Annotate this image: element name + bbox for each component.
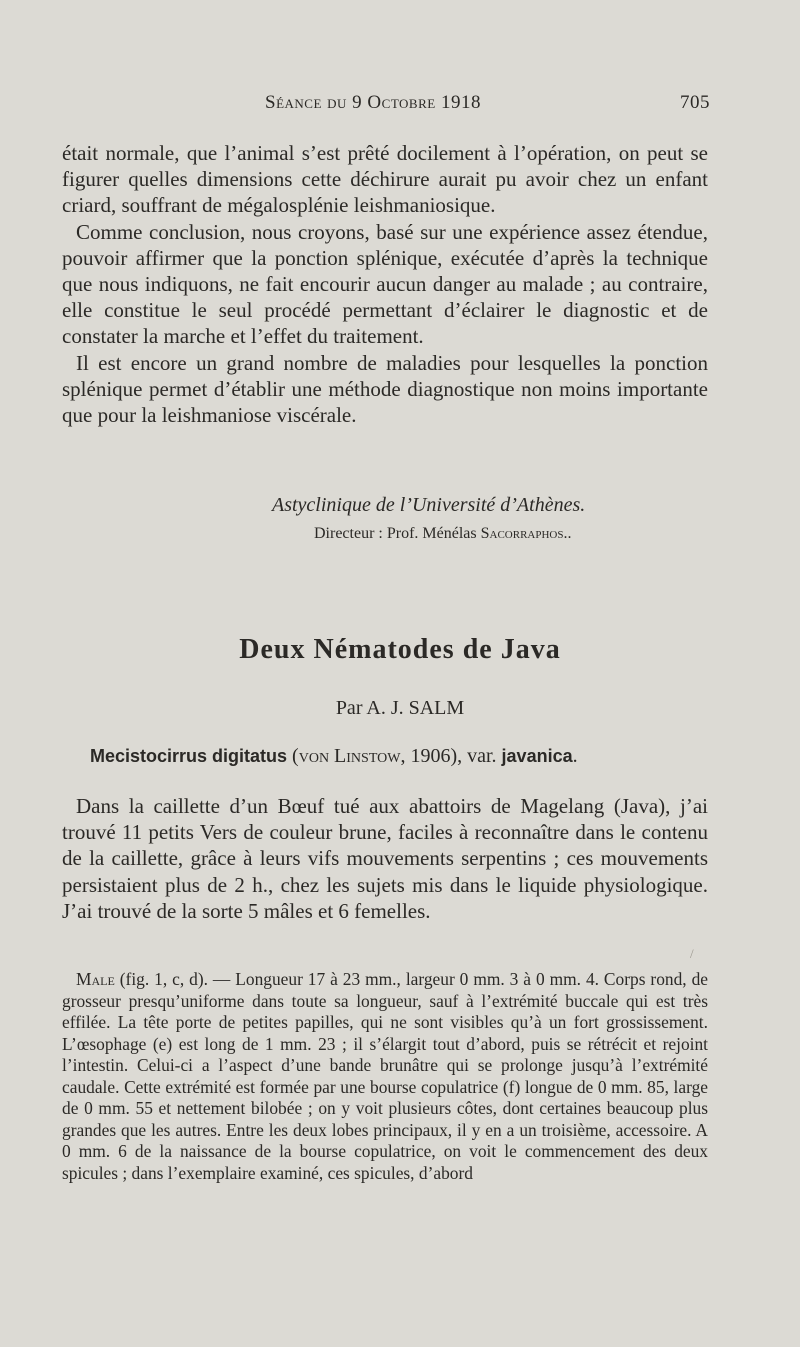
species-name: Mecistocirrus digitatus bbox=[90, 746, 288, 766]
page-header bbox=[60, 92, 710, 122]
intro-text-block bbox=[62, 793, 708, 924]
signature-institution: Astyclinique de l’Université d’Athènes. bbox=[272, 494, 586, 516]
male-text: Longueur 17 à 23 mm., largeur 0 mm. 3 à 0 mm. 4. Corps rond, de grosseur presqu’uniforme dans toute sa longueur, sauf à l’extrémité buccale qui est très effilée. La tête porte de petites papilles, qui ne sont visibles qu’à un fort grossissement. L’œsophage (e) est long de 1 mm. 23 ; il s’élargit tout d’abord, puis se rétrécit et rejoint l’intestin. Celui-ci a l’aspect d’une bande brunâtre qui se prolonge jusqu’à l’extrémité caudale. Cette extrémité est formée par une bourse copulatrice (f) longue de 0 mm. 85, large de 0 mm. 55 et nettement bilobée ; on y voit plusieurs côtes, dont certaines beaucoup plus grandes que les autres. Entre les deux lobes principaux, il y en a un troisième, accessoire. A 0 mm. 6 de la naissance de la bourse copulatrice, on voit le commencement des deux spicules ; dans l’exemplaire examiné, ces spicules, d’abord bbox=[62, 969, 708, 1183]
species-authority: von Linstow bbox=[298, 745, 401, 767]
paragraph-other-diseases: Il est encore un grand nombre de maladies pour lesquelles la ponction splénique permet d’établir une méthode diagnostique non moins importante que pour la leishmaniose viscérale. bbox=[62, 350, 708, 428]
male-fig-ref: (fig. 1, c, d). — bbox=[114, 969, 236, 989]
article-title: Deux Nématodes de Java bbox=[239, 634, 561, 665]
margin-mark: / bbox=[690, 946, 694, 961]
species-end: . bbox=[572, 745, 578, 767]
page-number: 705 bbox=[680, 92, 710, 113]
paragraph-intro: Dans la caillette d’un Bœuf tué aux abattoirs de Magelang (Java), j’ai trouvé 11 petits Vers de couleur brune, faciles à reconnaître dans le contenu de la caillette, grâce à leurs vifs mouvements serpentins ; ces mouvements persistaient plus de 2 h., chez les sujets mis dans le liquide physiologique. J’ai trouvé de la sorte 5 mâles et 6 femelles. bbox=[62, 794, 708, 923]
paragraph-male bbox=[62, 969, 708, 1184]
male-label: Male bbox=[76, 969, 115, 989]
top-text-block bbox=[62, 140, 708, 428]
paragraph-conclusion: Comme conclusion, nous croyons, basé sur une expérience assez étendue, pouvoir affirmer que la ponction splénique, exécutée d’après la technique que nous indiquons, ne fait encourir aucun danger au malade ; au contraire, elle constitue le seul procédé permettant d’éclairer le diagnostic et de constater la marche et l’effet du traitement. bbox=[62, 219, 708, 349]
male-description-block bbox=[62, 969, 708, 1184]
paragraph-continuation: était normale, que l’animal s’est prêté docilement à l’opération, on peut se figurer quelles dimensions cette déchirure aurait pu avoir chez un enfant criard, souffrant de mégalosplénie leishmaniosique. bbox=[62, 141, 708, 218]
director-prefix: Directeur : Prof. Ménélas bbox=[314, 525, 481, 542]
director-name: Sacorraphos bbox=[480, 525, 564, 542]
running-title: Séance du 9 Octobre 1918 bbox=[265, 92, 481, 113]
director-suffix: .. bbox=[563, 525, 572, 542]
species-variety: javanica bbox=[501, 746, 573, 766]
species-open: ( bbox=[287, 745, 299, 767]
article-author: Par A. J. SALM bbox=[335, 697, 465, 719]
species-heading bbox=[90, 745, 578, 768]
signature-director bbox=[314, 525, 571, 543]
species-year: , 1906), var. bbox=[400, 745, 502, 767]
